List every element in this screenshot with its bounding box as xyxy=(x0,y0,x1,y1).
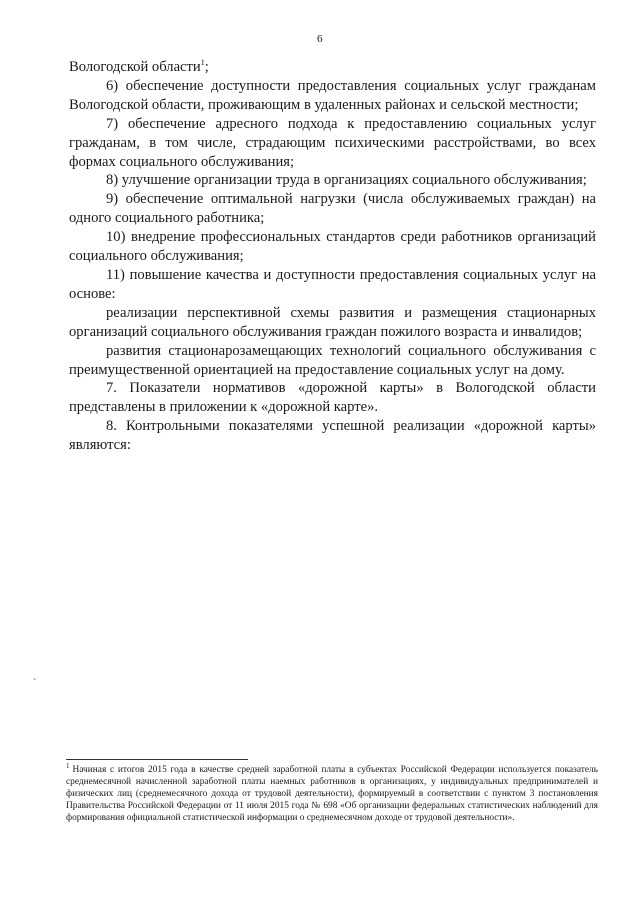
stray-mark: ` xyxy=(33,678,37,689)
footnote-divider xyxy=(66,759,248,760)
footnote-reference: 1 xyxy=(200,58,205,68)
paragraph-subitem-home-care: развития стационарозамещающих технологий социального обслуживания с преимущественной ориентацией на предоставление социальных услуг на дому. xyxy=(69,342,596,378)
paragraph-item-7: 7) обеспечение адресного подхода к предоставлению социальных услуг гражданам, в том числе, страдающим психическими расстройствами, во всех формах социального обслуживания; xyxy=(69,115,596,170)
paragraph-continuation-tail: ; xyxy=(204,59,209,75)
paragraph-section-8: 8. Контрольными показателями успешной реализации «дорожной карты» являются: xyxy=(69,418,596,454)
page-number: 6 xyxy=(317,33,323,45)
paragraph-item-10: 10) внедрение профессиональных стандартов среди работников организаций социального обслуживания; xyxy=(69,229,596,265)
paragraph-continuation xyxy=(69,58,596,77)
paragraph-item-11: 11) повышение качества и доступности предоставления социальных услуг на основе: xyxy=(69,266,596,302)
paragraph-subitem-stationary: реализации перспективной схемы развития и размещения стационарных организаций социального обслуживания граждан пожилого возраста и инвалидов; xyxy=(69,304,596,340)
document-body xyxy=(69,58,596,455)
footnote-marker: 1 xyxy=(66,761,70,770)
paragraph-item-8: 8) улучшение организации труда в организациях социального обслуживания; xyxy=(106,172,587,189)
footnote xyxy=(66,761,598,825)
paragraph-item-9: 9) обеспечение оптимальной нагрузки (числа обслуживаемых граждан) на одного социального работника; xyxy=(69,191,596,227)
paragraph-continuation-text: Вологодской области xyxy=(69,59,201,75)
footnote-text: Начиная с итогов 2015 года в качестве средней заработной платы в субъектах Российской Федерации используется показатель среднемесячной начисленной заработной платы наемных работников в организациях, у индивидуальных предпринимателей и физических лиц (среднемесячного дохода от трудовой деятельности), формируемый в соответствии с пунктом 3 постановления Правительства Российской Федерации от 11 июля 2015 года № 698 «Об организации федеральных статистических наблюдений для формирования официальной статистической информации о среднемесячном доходе от трудовой деятельности». xyxy=(66,765,598,823)
paragraph-item-6: 6) обеспечение доступности предоставления социальных услуг гражданам Вологодской области, проживающим в удаленных районах и сельской местности; xyxy=(69,77,596,113)
paragraph-section-7: 7. Показатели нормативов «дорожной карты» в Вологодской области представлены в приложении к «дорожной карте». xyxy=(69,380,596,416)
